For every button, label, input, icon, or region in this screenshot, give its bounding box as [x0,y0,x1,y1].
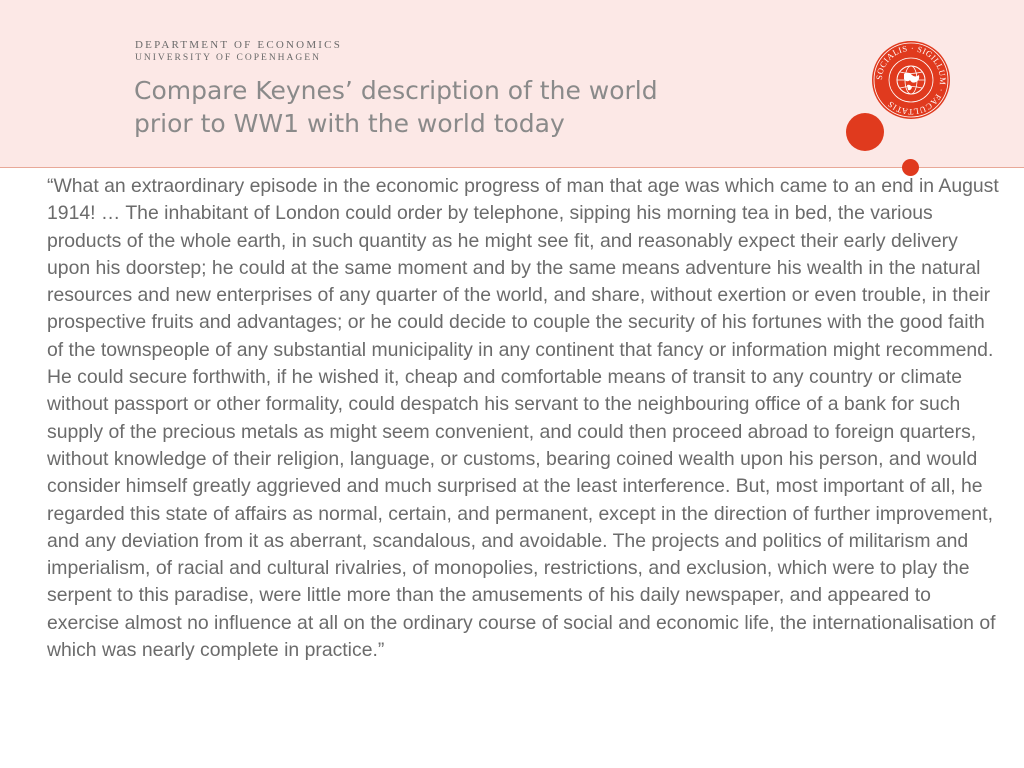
department-name: DEPARTMENT OF ECONOMICS [135,39,343,51]
slide-title [134,74,794,140]
keynes-quote: “What an extraordinary episode in the economic progress of man that age was which came to an end in August 1914! … The inhabitant of London could order by telephone, sipping his morning tea in bed, the various products of the whole earth, in such quantity as he might see fit, and reasonably expect their early delivery upon his doorstep; he could at the same moment and by the same means adventure his wealth in the natural resources and new enterprises of any quarter of the world, and share, without exertion or even trouble, in their prospective fruits and advantages; or he could decide to couple the security of his fortunes with the good faith of the townspeople of any substantial municipality in any continent that fancy or information might recommend. He could secure forthwith, if he wished it, cheap and comfortable means of transit to any country or climate without passport or other formality, could despatch his servant to the neighbouring office of a bank for such supply of the precious metals as might seem convenient, and could then proceed abroad to foreign quarters, without knowledge of their religion, language, or customs, bearing coined wealth upon his person, and would consider himself greatly aggrieved and much surprised at the least interference. But, most important of all, he regarded this state of affairs as normal, certain, and permanent, except in the direction of further improvement, and any deviation from it as aberrant, scandalous, and avoidable. The projects and politics of militarism and imperialism, of racial and cultural rivalries, of monopolies, restrictions, and exclusion, which were to play the serpent to this paradise, were little more than the amusements of his daily newspaper, and appeared to exercise almost no influence at all on the ordinary course of social and economic life, the internationalisation of which was nearly complete in practice.” [47,175,999,662]
decorative-dot-large [846,113,884,151]
university-name: UNIVERSITY OF COPENHAGEN [135,53,321,63]
title-line-2: prior to WW1 with the world today [134,109,565,138]
university-seal-icon [871,40,951,120]
seal-text: SOCIALIS · SIGILLUM · FACULTATIS [874,43,948,117]
title-line-1: Compare Keynes’ description of the world [134,76,658,105]
header-divider [0,167,1024,168]
